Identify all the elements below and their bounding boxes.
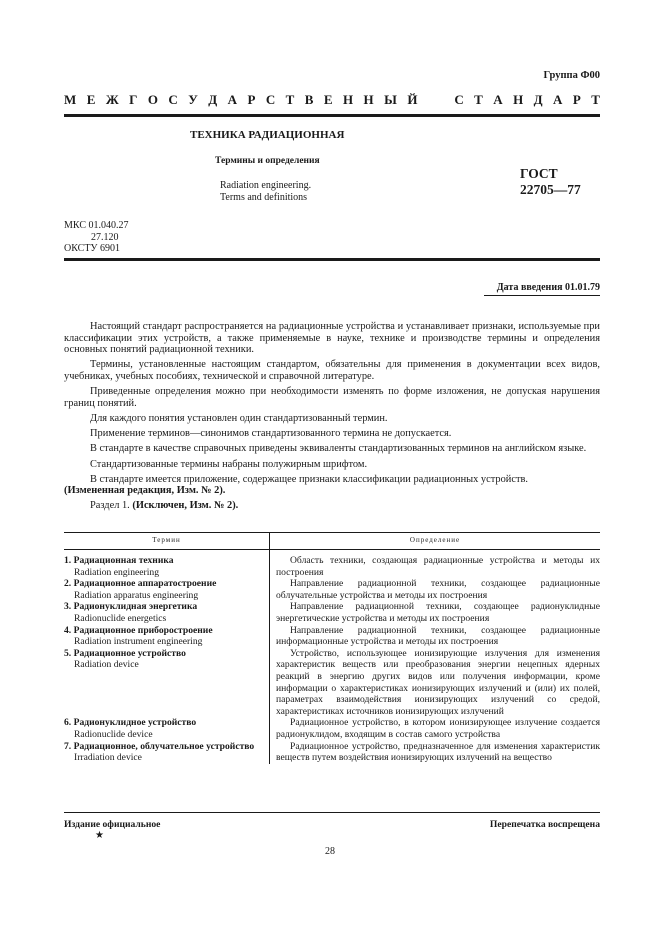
header-letter: Д <box>533 92 543 107</box>
header-letter: Й <box>407 92 418 107</box>
header-letter: Т <box>591 92 600 107</box>
term-en: Radiation instrument engineering <box>74 636 203 648</box>
introduction-text <box>64 321 600 516</box>
term-ru: 4. Радиационное приборостроение <box>64 624 213 636</box>
okstu-code: ОКСТУ 6901 <box>64 243 121 254</box>
table-row <box>64 625 600 648</box>
table-row <box>64 741 600 764</box>
english-title-line2: Terms and definitions <box>220 192 308 203</box>
term-en: Radionuclide energetics <box>74 612 167 624</box>
terms-table <box>64 532 600 764</box>
english-title-line1: Radiation engineering. <box>220 180 312 191</box>
gost-label: ГОСТ <box>520 166 558 181</box>
term-definition: Направление радиационной техники, создающее радионуклидные энергетические устройства и методы их построения <box>276 601 600 624</box>
annex-edition: (Измененная редакция, Изм. № 2). <box>64 485 226 497</box>
definition-cell <box>270 625 601 648</box>
header-rule <box>64 114 600 117</box>
annex-text: В стандарте имеется приложение, содержащее признаки классификации радиационных устройств. <box>90 473 529 485</box>
term-cell <box>64 625 270 648</box>
english-title <box>220 180 311 204</box>
term-ru: 7. Радиационное, облучательное устройство <box>64 740 255 752</box>
header-letter: Т <box>474 92 483 107</box>
term-definition: Область техники, создающая радиационные устройства и методы их построения <box>276 555 600 578</box>
header-letter: Ж <box>105 92 119 107</box>
header-letter: Т <box>285 92 295 107</box>
table-header-row <box>64 533 600 550</box>
table-row <box>64 601 600 624</box>
paragraph: Приведенные определения можно при необходимости изменять по форме изложения, не допуская нарушения границ понятий. <box>64 386 600 409</box>
header-letter: С <box>454 92 464 107</box>
term-cell <box>64 717 270 740</box>
term-ru: 5. Радиационное устройство <box>64 647 186 659</box>
official-edition: Издание официальное <box>64 819 161 830</box>
term-ru: 1. Радиационная техника <box>64 555 174 566</box>
annex-paragraph <box>64 474 600 497</box>
date-value: 01.01.79 <box>565 282 600 293</box>
header-letter: Н <box>513 92 524 107</box>
definition-cell <box>270 741 601 764</box>
document-title: ТЕХНИКА РАДИАЦИОННАЯ <box>190 129 345 141</box>
paragraph: Применение терминов—синонимов стандартизованного термина не допускается. <box>90 428 452 440</box>
header-letter: О <box>147 92 158 107</box>
page-number: 28 <box>325 846 335 857</box>
term-ru: 6. Радионуклидное устройство <box>64 717 197 729</box>
codes-rule <box>64 258 600 261</box>
term-ru: 3. Радионуклидная энергетика <box>64 601 198 613</box>
definition-cell <box>270 578 601 601</box>
group-label: Группа Ф00 <box>543 70 600 81</box>
header-letter: Г <box>129 92 138 107</box>
header-letter: Р <box>572 92 581 107</box>
section-note: (Исключен, Изм. № 2). <box>132 500 239 512</box>
table-row <box>64 550 600 579</box>
header-letter: Н <box>363 92 374 107</box>
header-letter: Е <box>86 92 96 107</box>
effective-date <box>400 282 600 293</box>
term-definition: Устройство, использующее ионизирующие излучения для изменения характеристик веществ или преобразования энергии нецепных ядерных реакций в энергию других видов или получения информации, кроме информации о характеристиках ионизирующих излучений и (или) их полей, параметрах взаимодействия ионизирующих излучений со средой, характеристиках источников ионизирующих излучений <box>276 647 600 717</box>
header-letter: Е <box>323 92 333 107</box>
term-cell <box>64 578 270 601</box>
paragraph: В стандарте в качестве справочных приведены эквиваленты стандартизованных терминов на английском языке. <box>90 443 587 455</box>
document-subtitle: Термины и определения <box>215 156 320 166</box>
date-label: Дата введения <box>496 282 563 293</box>
term-cell <box>64 550 270 579</box>
header-letter: В <box>304 92 314 107</box>
header-gap <box>428 92 444 108</box>
star-icon: ★ <box>95 830 104 841</box>
mks-code-2: 27.120 <box>91 231 119 243</box>
header-letter: С <box>265 92 276 107</box>
term-cell <box>64 741 270 764</box>
definition-cell <box>270 717 601 740</box>
gost-designation <box>520 166 600 198</box>
classification-codes <box>64 220 128 255</box>
term-definition: Радиационное устройство, предназначенное для изменения характеристик веществ путем воздействия ионизирующих излучений на вещество <box>276 740 600 764</box>
header-letter: Н <box>342 92 354 107</box>
term-definition: Направление радиационной техники, создающее радиационные облучательные устройства и методы их построения <box>276 578 600 601</box>
term-cell <box>64 601 270 624</box>
header-letter: А <box>227 92 237 107</box>
header-letter: С <box>168 92 178 107</box>
section-prefix: Раздел 1. <box>90 500 130 512</box>
table-row <box>64 717 600 740</box>
header-letter: Д <box>208 92 218 107</box>
term-definition: Направление радиационной техники, создающее радиационные информационные устройства и методы их построения <box>276 624 600 648</box>
header-definition: Определение <box>270 533 601 550</box>
term-en: Radiation apparatus engineering <box>74 589 199 601</box>
definition-cell <box>270 648 601 718</box>
header-letter: А <box>493 92 503 107</box>
definition-cell <box>270 601 601 624</box>
paragraph: Термины, установленные настоящим стандартом, обязательны для применения в документации всех видов, учебниках, учебных пособиях, технической и справочной литературе. <box>64 359 600 382</box>
term-cell <box>64 648 270 718</box>
term-definition: Радиационное устройство, в котором ионизирующее излучение создается радионуклидом, входящим в состав самого устройства <box>276 717 600 740</box>
term-en: Irradiation device <box>74 752 142 764</box>
definition-cell <box>270 550 601 579</box>
term-ru: 2. Радиационное аппаратостроение <box>64 578 217 590</box>
standard-header <box>64 92 600 108</box>
header-letter: Р <box>247 92 256 107</box>
table-row <box>64 578 600 601</box>
term-en: Radiation engineering <box>74 566 159 578</box>
gost-number: 22705—77 <box>520 182 581 197</box>
section-paragraph <box>64 500 600 512</box>
term-en: Radionuclide device <box>74 728 153 740</box>
paragraph: Стандартизованные термины набраны полужирным шрифтом. <box>90 458 368 470</box>
header-letter: М <box>64 92 77 107</box>
header-letter: А <box>553 92 563 107</box>
header-letter: У <box>188 92 198 107</box>
term-en: Radiation device <box>74 659 139 671</box>
mks-code-1: МКС 01.040.27 <box>64 220 129 231</box>
reprint-prohibited: Перепечатка воспрещена <box>489 819 600 830</box>
paragraph: Настоящий стандарт распространяется на радиационные устройства и устанавливает признаки, используемые при классификации этих устройств, а также применяемые в науке, технике и производстве термины и определения основных понятий радиационной техники. <box>64 321 600 356</box>
table-row <box>64 648 600 718</box>
header-term: Термин <box>64 533 270 550</box>
footer-rule <box>64 812 600 813</box>
header-letter: Ы <box>384 92 397 107</box>
paragraph: Для каждого понятия установлен один стандартизованный термин. <box>90 412 388 424</box>
date-underline <box>484 295 600 296</box>
